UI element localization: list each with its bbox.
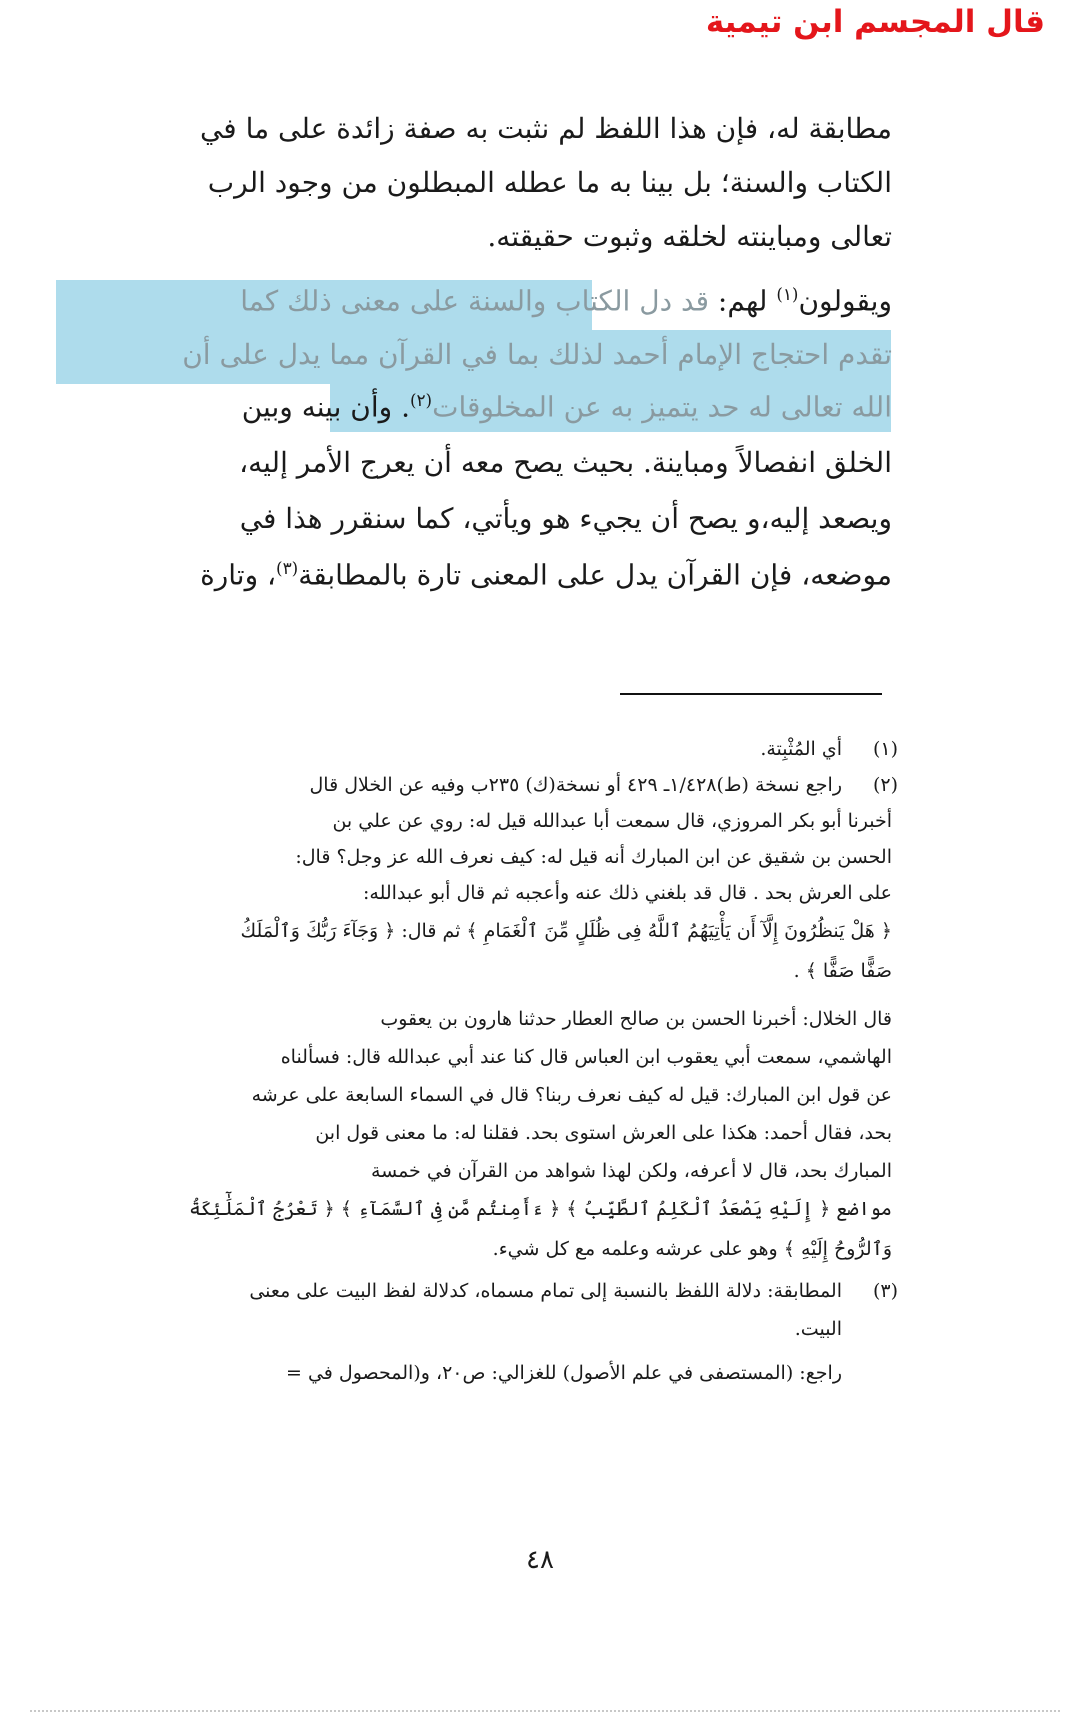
page-header-title: قال المجسم ابن تيمية <box>705 4 1045 40</box>
footnote-2-line-5: ﴿ هَلْ يَنظُرُونَ إِلَّآ أَن يَأْتِيَهُمُ ٱللَّهُ فِى ظُلَلٍ مِّنَ ٱلْغَمَامِ ﴾ ثم قال: ﴿ وَجَآءَ رَبُّكَ وَٱلْمَلَكُ <box>240 920 892 942</box>
footnote-number-3: (٣) <box>872 1280 898 1302</box>
footnote-number-2: (٢) <box>872 774 898 796</box>
footnote-1-text: أي المُثْبِتة. <box>760 738 842 760</box>
footnote-3-line-3: راجع: (المستصفى في علم الأصول) للغزالي: ص٢٠، و(المحصول في = <box>285 1362 842 1384</box>
footnote-ref-1: (١) <box>776 284 799 304</box>
footnote-2-line-2: أخبرنا أبو بكر المروزي، قال سمعت أبا عبدالله قيل له: روي عن علي بن <box>332 810 892 832</box>
footnote-2-line-9: عن قول ابن المبارك: قيل له كيف نعرف ربنا؟ قال في السماء السابعة على عرشه <box>251 1084 892 1106</box>
footnote-ref-2: (٢) <box>409 390 433 410</box>
footnote-2-line-11: المبارك بحد، قال لا أعرفه، ولكن لهذا شواهد من القرآن في خمسة <box>370 1160 892 1182</box>
footnote-2-line-1: راجع نسخة (ط)١/٤٢٨ـ ٤٢٩ أو نسخة(ك) ٢٣٥ب وفيه عن الخلال قال <box>309 774 842 796</box>
main-line-6-after: . وأن بينه وبين <box>241 390 410 424</box>
main-line-9-text: موضعه، فإن القرآن يدل على المعنى تارة بالمطابقة <box>298 558 892 592</box>
main-line-5-highlighted: تقدم احتجاج الإمام أحمد لذلك بما في القرآن مما يدل على أن <box>182 338 892 371</box>
main-line-9-after: ، وتارة <box>200 558 277 592</box>
footnote-number-1: (١) <box>872 738 898 760</box>
footnote-3-line-2: البيت. <box>794 1318 842 1340</box>
footnote-2-line-8: الهاشمي، سمعت أبي يعقوب ابن العباس قال كنا عند أبي عبدالله قال: فسألناه <box>280 1046 892 1068</box>
main-line-8: ويصعد إليه،و يصح أن يجيء هو ويأتي، كما سنقرر هذا في <box>239 502 892 535</box>
main-line-3: تعالى ومباينته لخلقه وثبوت حقيقته. <box>487 220 892 253</box>
highlighted-text-1: قد دل الكتاب والسنة على معنى ذلك كما <box>240 284 710 318</box>
main-line-7: الخلق انفصالاً ومباينة. بحيث يصح معه أن يعرج الأمر إليه، <box>239 446 892 479</box>
main-line-4-text: ويقولون <box>798 284 892 318</box>
footnotes <box>82 0 898 1400</box>
highlighted-text-3: الله تعالى له حد يتميز به عن المخلوقات <box>432 390 892 424</box>
page-number: ٤٨ <box>526 1545 554 1575</box>
footnote-2-line-10: بحد، فقال أحمد: هكذا على العرش استوى بحد. فقلنا له: ما معنى قول ابن <box>315 1122 892 1144</box>
main-line-1: مطابقة له، فإن هذا اللفظ لم نثبت به صفة زائدة على ما في <box>199 112 892 145</box>
footnote-2-line-6: صَفًّا صَفًّا ﴾ . <box>793 960 892 982</box>
footnote-ref-3: (٣) <box>276 558 299 578</box>
footnote-2-line-4: على العرش بحد . قال قد بلغني ذلك عنه وأعجبه ثم قال أبو عبدالله: <box>363 882 892 904</box>
main-line-4-after: لهم: <box>709 284 777 318</box>
footnote-2-line-7: قال الخلال: أخبرنا الحسن بن صالح العطار حدثنا هارون بن يعقوب <box>380 1008 892 1030</box>
main-line-2: الكتاب والسنة؛ بل بينا به ما عطله المبطلون من وجود الرب <box>207 166 892 199</box>
footnote-3-line-1: المطابقة: دلالة اللفظ بالنسبة إلى تمام مسماه، كدلالة لفظ البيت على معنى <box>249 1280 842 1302</box>
bottom-dotted-rule <box>30 1710 1060 1712</box>
footnote-2-line-12: مواضع ﴿ إِلَيْهِ يَصْعَدُ ٱلْكَلِمُ ٱلطَّيِّبُ ﴾ ﴿ ءَأَمِنتُم مَّن فِى ٱلسَّمَآءِ ﴾ ﴿ تَعْرُجُ ٱلْمَلَٰٓئِكَةُ <box>189 1198 892 1220</box>
footnote-2-line-3: الحسن بن شقيق عن ابن المبارك أنه قيل له: كيف نعرف الله عز وجل؟ قال: <box>295 846 892 868</box>
footnote-2-line-13: وَٱلرُّوحُ إِلَيْهِ ﴾ وهو على عرشه وعلمه مع كل شيء. <box>492 1238 892 1260</box>
